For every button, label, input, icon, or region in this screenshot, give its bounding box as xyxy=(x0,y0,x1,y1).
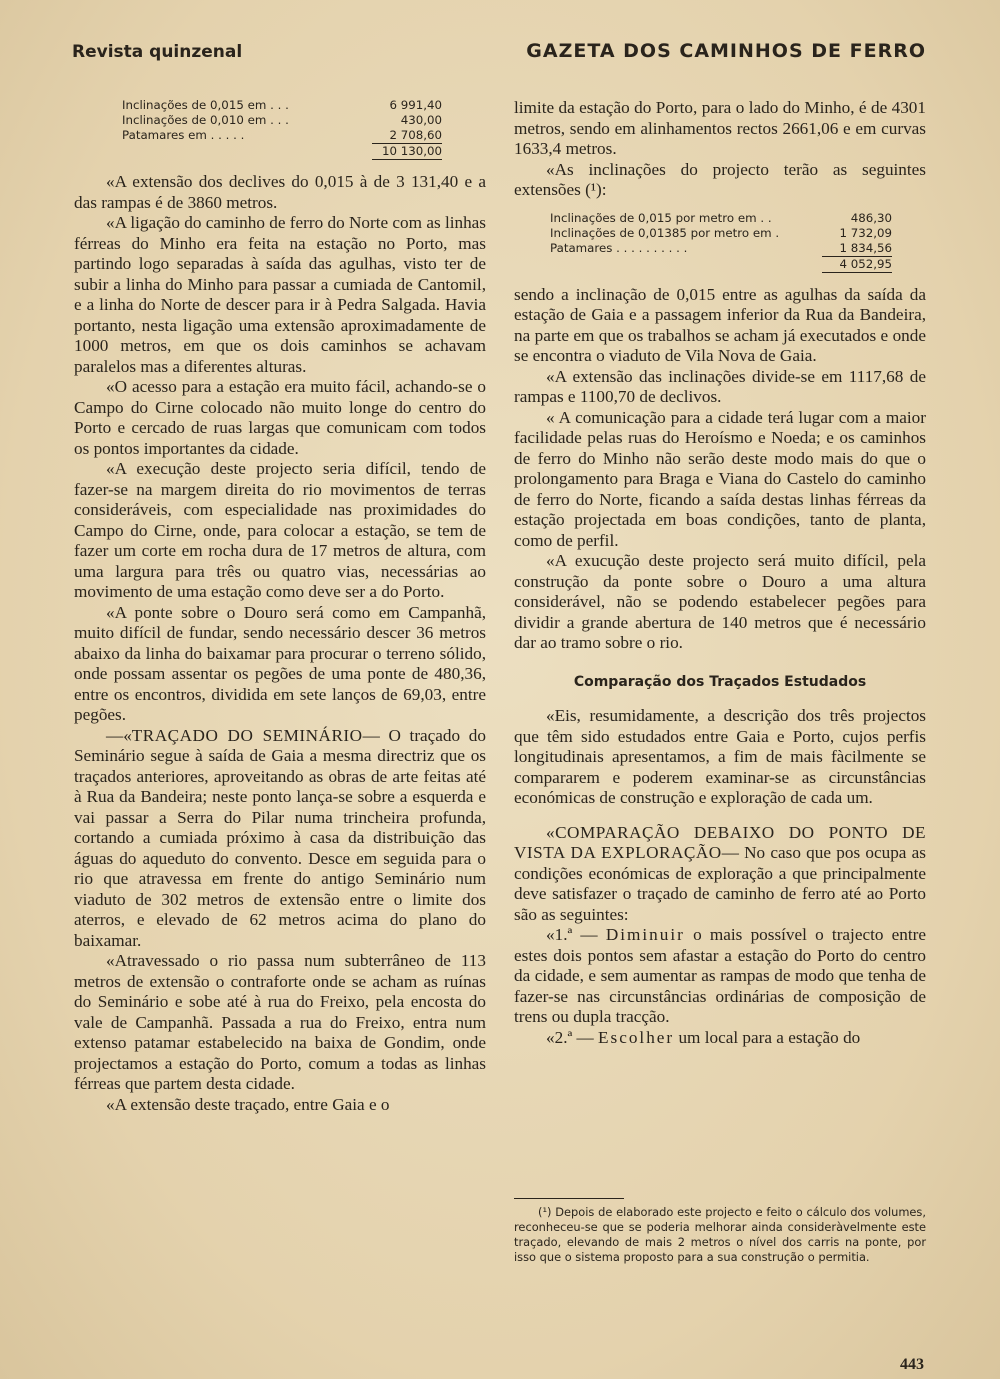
paragraph: «A extensão deste traçado, entre Gaia e o xyxy=(106,1094,390,1114)
paragraph-text: — No caso que pos ocupa as condições económicas de exploração a que principalmente deve satisfazer o traçado de caminho de ferro até ao Porto são as seguintes: xyxy=(514,843,926,924)
table-row xyxy=(550,211,892,226)
spaced-word: Escolher xyxy=(598,1027,675,1047)
table-value: 1 834,56 xyxy=(839,240,892,255)
paragraph: « A comunicação para a cidade terá lugar com a maior facilidade pelas ruas do Heroísmo e Noeda; e os caminhos de ferro do Minho não serão deste modo mais do que o prolongamento para Braga e Viana do Castelo do caminho de ferro do Norte, ficando a saída destas linhas férreas da estação projectada em boas condições, tanto de planta, como de perfil. xyxy=(514,407,926,550)
paragraph: «A extensão das inclinações divide-se em 1117,68 de rampas e 1100,70 de declivos. xyxy=(514,366,926,406)
paragraph: limite da estação do Porto, para o lado do Minho, é de 4301 metros, sendo em alinhamentos rectos 2661,06 e em curvas 1633,4 metros. xyxy=(514,98,926,158)
table-row xyxy=(122,98,442,113)
table-label: Patamares em . . . . . xyxy=(122,128,245,142)
paragraph-text: um local para a estação do xyxy=(678,1027,861,1047)
header-left: Revista quinzenal xyxy=(72,42,243,62)
table-row xyxy=(122,128,442,143)
header-right: GAZETA DOS CAMINHOS DE FERRO xyxy=(526,40,926,62)
paragraph: «Atravessado o rio passa num subterrâneo de 113 metros de extensão o contraforte onde se acham as ruínas do Seminário e sobe até à rua do Freixo, pela encosta do vale de Campanhã. Passada a rua do Freixo, entra num extenso patamar estabelecido na baixa de Gondim, onde projectamos a estação do Porto, comum a todas as linhas férreas que partem desta cidade. xyxy=(74,951,486,1093)
footnote-rule xyxy=(514,1198,624,1199)
table-total-value: 10 130,00 xyxy=(372,143,442,160)
section-heading: Comparação dos Traçados Estudados xyxy=(573,673,867,690)
paragraph: «Eis, resumidamente, a descrição dos três projectos que têm sido estudados entre Gaia e Porto, cujos perfis longitudinais apresentamos, a fim de mais fàcilmente se compararem e poderem examinar-se as circunstâncias económicas de construção e exploração de cada um. xyxy=(514,706,926,807)
table-total-row xyxy=(122,143,442,160)
table-value: 2 708,60 xyxy=(389,128,442,142)
item-number: «2.ª — xyxy=(546,1027,594,1047)
table-value: 430,00 xyxy=(400,113,442,127)
table-label: Inclinações de 0,015 por metro em . . xyxy=(550,210,772,225)
table-row xyxy=(550,226,892,241)
table-row xyxy=(122,113,442,128)
paragraph xyxy=(514,925,926,1028)
paragraph: sendo a inclinação de 0,015 entre as agulhas da saída da estação de Gaia e a passagem inferior da Rua da Bandeira, na parte em que os trabalhos se acham já executados e onde se encontra o viaduto de Vila Nova de Gaia. xyxy=(514,284,926,365)
paragraph: «O acesso para a estação era muito fácil, achando-se o Campo do Cirne colocado não muito longe do centro do Porto e cercado de ruas largas que comunicam com todos os pontos importantes da cidade. xyxy=(74,377,486,458)
section-caps: «COMPARAÇÃO DEBAIXO DO PONTO DE VISTA DA EXPLORAÇÃO xyxy=(514,822,926,862)
paragraph-text: — O traçado do Seminário segue à saída de Gaia a mesma directriz que os traçados anteriores, aproveitando as obras de arte feitas até à Rua da Bandeira; neste ponto lança-se sobre a esquerda e vai passar a Serra do Pilar numa trincheira profunda, cortando a cumiada próximo à casa da distribuição das águas do aqueduto do convento. Desce em seguida para o rio que atravessa em frente do antigo Seminário num viaduto de 302 metros de extensão entre o limite dos aterros, e elevado de 62 metros acima do plano do baixamar. xyxy=(74,725,486,950)
section-caps: TRAÇADO DO SEMINÁRIO xyxy=(131,725,363,745)
paragraph: «A ligação do caminho de ferro do Norte com as linhas férreas do Minho era feita na estação no Porto, mas partindo logo separadas à saída das agulhas, visto ter de subir a linha do Minho para passar a cumiada de Cantomil, e a linha do Norte de descer para ir à Pedra Salgada. Havia portanto, nesta ligação uma extensão aproximadamente de 1000 metros, em que os dois caminhos se achavam paralelos mas a diferentes alturas. xyxy=(74,213,486,376)
table-total-value: 4 052,95 xyxy=(822,256,892,273)
spaced-word: Diminuir xyxy=(605,925,685,944)
table-label: Inclinações de 0,01385 por metro em . xyxy=(550,225,780,240)
table-row xyxy=(550,241,892,256)
table-value: 1 732,09 xyxy=(839,225,892,240)
paragraph-text: o mais possível o trajecto entre estes dois pontos sem afastar a estação do Porto do centro da cidade, e sem aumentar as rampas de modo que tenha de fazer-se nas circunstâncias ordinárias de composição de trens ou dupla tracção. xyxy=(514,925,927,1026)
table-value: 486,30 xyxy=(850,210,892,225)
left-inclination-table xyxy=(122,98,442,160)
table-label: Patamares . . . . . . . . . . xyxy=(550,240,688,255)
footnote-text: (¹) Depois de elaborado este projecto e feito o cálculo dos volumes, reconheceu-se que se poderia melhorar ainda consideràvelmente este traçado, elevando de mais 2 metros o nível dos carris na ponte, por isso que o sistema proposto para a sua construção o permitia. xyxy=(514,1205,926,1264)
paragraph: «A ponte sobre o Douro será como em Campanhã, muito difícil de fundar, sendo necessário descer 36 metros abaixo da linha do baixamar para procurar o terreno sólido, onde possam assentar os pegões de uma ponte de 480,36, entre os encontros, dividida em sete lanços de 69,03, entre pegões. xyxy=(74,602,486,724)
footnote xyxy=(514,1198,926,1265)
right-inclination-table xyxy=(550,211,892,273)
table-total-row xyxy=(550,256,892,273)
paragraph: «A extensão dos declives do 0,015 à de 3 131,40 e a das rampas é de 3860 metros. xyxy=(74,172,486,212)
paragraph: «A exucução deste projecto será muito difícil, pela construção da ponte sobre o Douro a uma altura considerável, não se podendo estabelecer pegões para dividir a grande abertura de 140 metros que é necessário dar ao tramo sobre o rio. xyxy=(514,551,926,652)
paragraph xyxy=(514,1028,926,1049)
right-column xyxy=(514,98,926,1048)
paragraph xyxy=(74,726,486,952)
dash-prefix: —« xyxy=(106,725,132,745)
paragraph: «A execução deste projecto seria difícil, tendo de fazer-se na margem direita do rio movimentos de terras consideráveis, com especialidade nas proximidades do Campo do Cirne, onde, para colocar a estação, se tem de fazer um corte em rocha dura de 17 metros de altura, com uma largura para três ou quatro vias, necessárias ao movimento de uma estação como deve ser a do Porto. xyxy=(74,459,486,601)
page-number: 443 xyxy=(900,1356,924,1373)
paragraph: «As inclinações do projecto terão as seguintes extensões (¹): xyxy=(514,159,926,199)
table-label: Inclinações de 0,015 em . . . xyxy=(122,98,289,112)
left-column xyxy=(74,98,486,1115)
table-label: Inclinações de 0,010 em . . . xyxy=(122,113,289,127)
table-value: 6 991,40 xyxy=(389,98,442,112)
item-number: «1.ª — xyxy=(546,925,598,944)
paragraph xyxy=(514,823,926,926)
